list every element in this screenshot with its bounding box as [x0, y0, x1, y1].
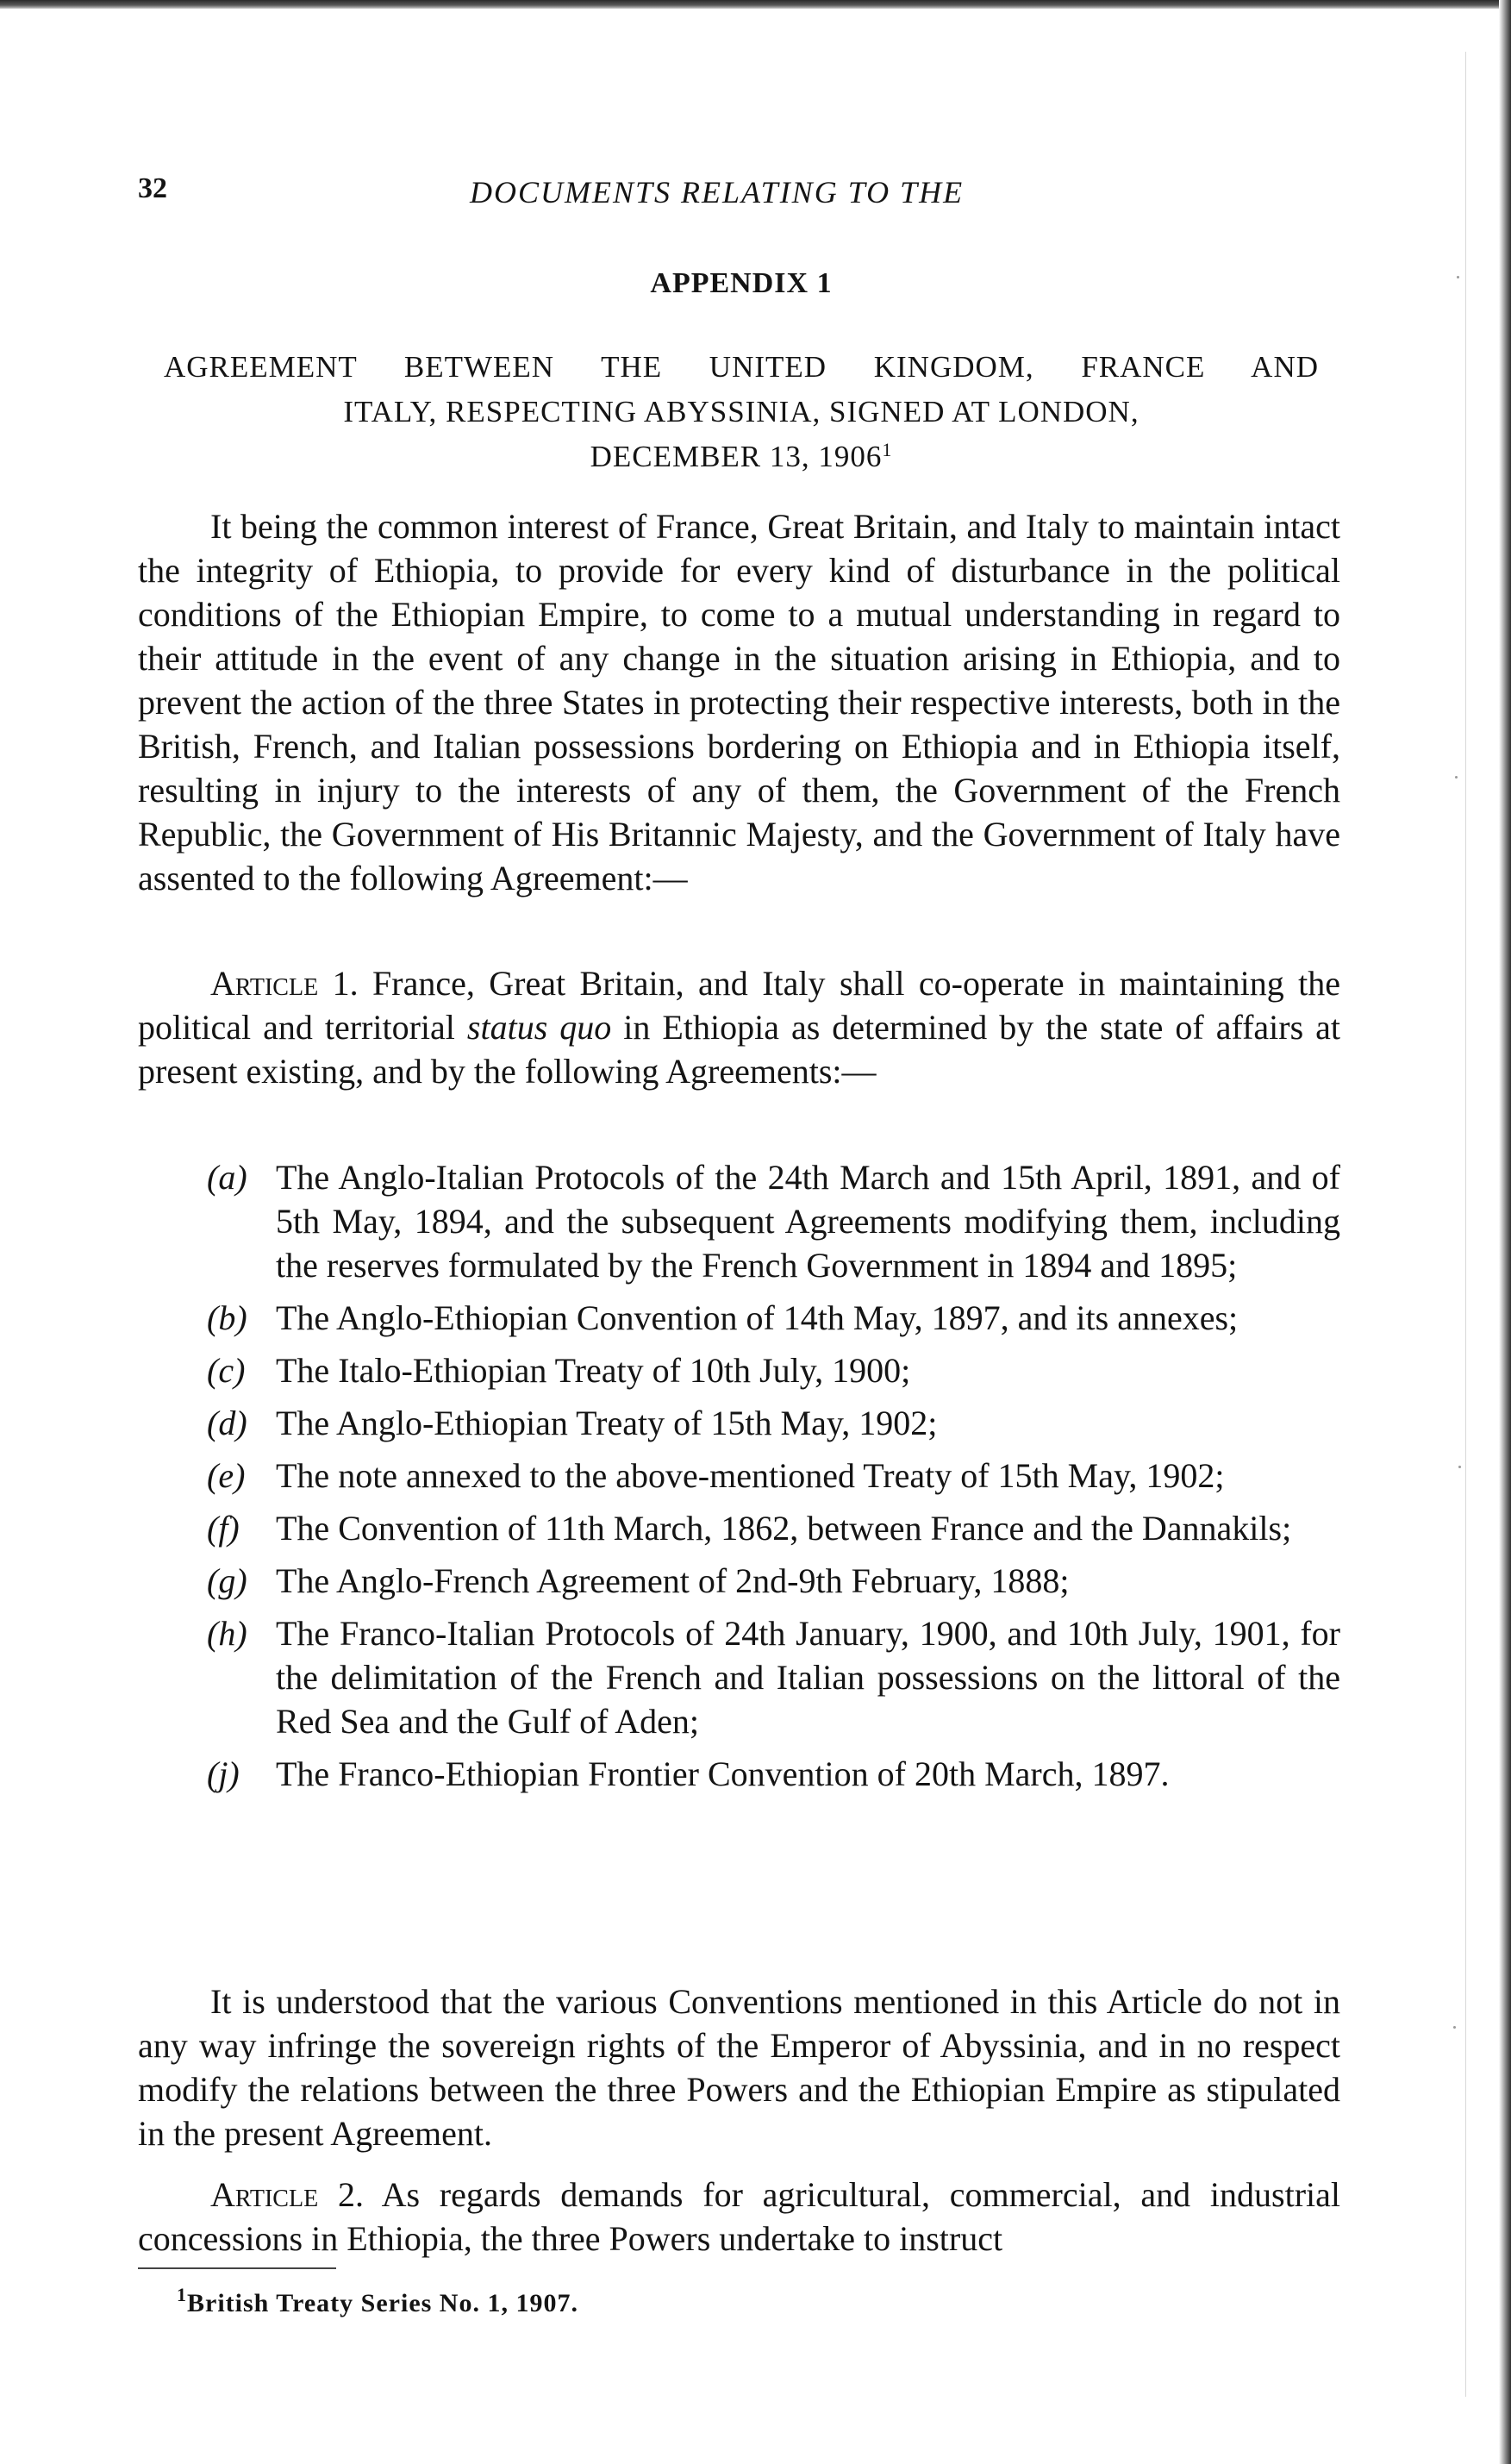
scan-speck — [1453, 2026, 1456, 2029]
title-footnote-ref: 1 — [882, 439, 893, 460]
list-item — [138, 1401, 1340, 1445]
list-marker: (h) — [207, 1614, 247, 1653]
appendix-heading: APPENDIX 1 — [650, 267, 833, 299]
footnote-marker: 1 — [177, 2284, 187, 2305]
title-line-2: ITALY, RESPECTING ABYSSINIA, SIGNED AT LONDON, — [343, 395, 1139, 428]
document-title — [164, 345, 1319, 479]
article-2-body: As regards demands for agricultural, commercial, and industrial concessions in Ethiopia, the three Powers undertake to instruct — [138, 2175, 1340, 2258]
list-item-text: The Anglo-French Agreement of 2nd-9th February, 1888; — [276, 1561, 1070, 1600]
article-2-text — [138, 2173, 1340, 2261]
list-item — [138, 1296, 1340, 1340]
list-marker: (c) — [207, 1351, 246, 1390]
list-marker: (f) — [207, 1509, 240, 1548]
scan-speck — [1455, 776, 1458, 779]
list-item-text: The note annexed to the above-mentioned Treaty of 15th May, 1902; — [276, 1456, 1225, 1495]
article-1-closing-text: It is understood that the various Conventions mentioned in this Article do not in any way infringe the sovereign rights of the Emperor of Abyssinia, and in no respect modify the relations between the three Powers and the Ethiopian Empire as stipulated in the present Agreement. — [138, 1982, 1340, 2153]
article-1-italic: status quo — [466, 1008, 612, 1047]
article-1-label: Article 1. — [210, 964, 359, 1003]
list-item-text: The Anglo-Ethiopian Treaty of 15th May, 1902; — [276, 1404, 938, 1442]
agreements-list — [138, 1155, 1340, 1804]
list-item-text: The Franco-Italian Protocols of 24th January, 1900, and 10th July, 1901, for the delimitation of the French and Italian possessions on the littoral of the Red Sea and the Gulf of Aden; — [276, 1614, 1340, 1741]
page-edge-shadow — [1465, 52, 1466, 2397]
list-marker: (g) — [207, 1561, 247, 1600]
footnote — [177, 2284, 578, 2318]
title-line-1: AGREEMENT BETWEEN THE UNITED KINGDOM, FRANCE AND — [164, 350, 1319, 384]
list-marker: (b) — [207, 1298, 247, 1337]
preamble-paragraph — [138, 504, 1340, 900]
article-1-text — [138, 961, 1340, 1093]
list-marker: (e) — [207, 1456, 246, 1495]
title-line-3 — [164, 435, 1319, 479]
list-item-text: The Italo-Ethiopian Treaty of 10th July, 1900; — [276, 1351, 911, 1390]
list-item-text: The Franco-Ethiopian Frontier Convention of 20th March, 1897. — [276, 1754, 1170, 1793]
scan-speck — [1458, 1466, 1461, 1468]
list-item-text: The Anglo-Italian Protocols of the 24th March and 15th April, 1891, and of 5th May, 1894, and the subsequent Agreements modifying them, including the reserves formulated by the French Government in 1894 and 1895; — [276, 1158, 1340, 1285]
list-item — [138, 1506, 1340, 1550]
list-item — [138, 1348, 1340, 1392]
list-item-text: The Anglo-Ethiopian Convention of 14th May, 1897, and its annexes; — [276, 1298, 1239, 1337]
footnote-text: British Treaty Series No. 1, 1907. — [187, 2289, 578, 2317]
footnote-divider — [138, 2267, 336, 2269]
list-item — [138, 1559, 1340, 1603]
article-2-label: Article 2. — [210, 2175, 364, 2214]
preamble-text: It being the common interest of France, Great Britain, and Italy to maintain intact the integrity of Ethiopia, to provide for every kind of disturbance in the political conditions of the Ethiopian Empire, to come to a mutual understanding in regard to their attitude in the event of any change in the situation arising in Ethiopia, and to prevent the action of the three States in protecting their respective interests, both in the British, French, and Italian possessions bordering on Ethiopia and in Ethiopia itself, resulting in injury to the interests of any of them, the Government of the French Republic, the Government of His Britannic Majesty, and the Government of Italy have assented to the following Agreement:— — [138, 507, 1340, 897]
article-1-paragraph — [138, 961, 1340, 1093]
list-item — [138, 1454, 1340, 1498]
running-title: DOCUMENTS RELATING TO THE — [470, 175, 965, 210]
list-marker: (d) — [207, 1404, 247, 1442]
list-marker: (j) — [207, 1754, 240, 1793]
list-item — [138, 1752, 1340, 1796]
article-1-text-after: in Ethiopia as determined by the state of affairs at present existing, and by the following Agreements:— — [138, 1008, 1341, 1091]
list-item-text: The Convention of 11th March, 1862, between France and the Dannakils; — [276, 1509, 1292, 1548]
list-item — [138, 1611, 1340, 1743]
page-top-edge — [0, 0, 1511, 9]
title-date: DECEMBER 13, 1906 — [590, 440, 883, 473]
page-number: 32 — [138, 172, 167, 204]
running-head — [138, 172, 1345, 216]
page-right-edge — [1499, 0, 1511, 2464]
article-2-paragraph — [138, 2173, 1340, 2261]
scan-speck — [1457, 276, 1459, 278]
list-item — [138, 1155, 1340, 1287]
article-1-closing-paragraph — [138, 1979, 1340, 2155]
article-1-text-before: France, Great Britain, and Italy shall co-operate in maintaining the political and territorial — [138, 964, 1340, 1047]
list-marker: (a) — [207, 1158, 247, 1197]
